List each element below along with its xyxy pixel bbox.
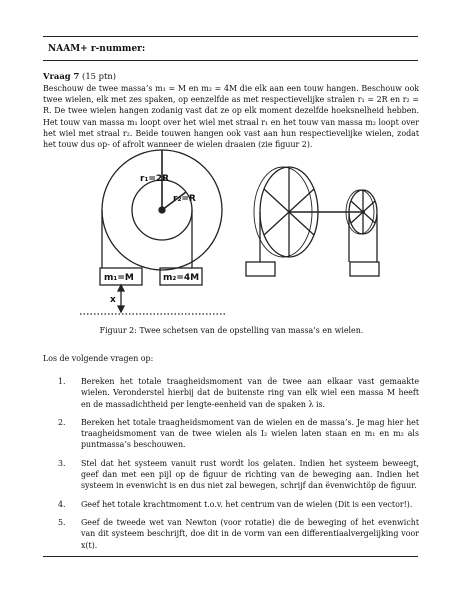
question-text: Geef de tweede wet van Newton (voor rotatie) die de beweging of het evenwicht van dit systeem beschrijft, doe dit in de vorm van een differentiaalvergelijking voor x(t).	[81, 517, 419, 550]
question-number: 1.	[58, 377, 66, 386]
question-2	[58, 417, 419, 451]
question-1	[58, 376, 419, 410]
question-number: 2.	[58, 417, 66, 427]
right-sketch	[246, 167, 379, 276]
question-number: 3.	[58, 458, 66, 468]
question-5	[58, 517, 419, 551]
question-label: Vraag 7	[43, 71, 80, 81]
question-text: Geef het totale krachtmoment t.o.v. het centrum van de wielen (Dit is een vector!).	[81, 499, 413, 509]
question-4	[58, 499, 419, 510]
question-list	[58, 376, 419, 551]
question-number: 5.	[58, 517, 66, 527]
label-m2: m₂=4M	[163, 273, 200, 283]
header-title: NAAM+ r-nummer:	[48, 44, 146, 54]
figure-caption: Figuur 2: Twee schetsen van de opstelling van massa’s en wielen.	[99, 326, 364, 335]
question-3	[58, 458, 419, 492]
question-text: Bereken het totale traagheidsmoment van de twee aan elkaar vast gemaakte wielen. Veronderstel hierbij dat de buitenste ring van elk wiel een massa M heeft en de massadichtheid per lengte-eenheid van de spaken λ is.	[81, 377, 419, 409]
right-mass-1	[246, 262, 275, 276]
question-points: (15 ptn)	[82, 71, 117, 81]
label-x: x	[110, 295, 116, 305]
question-text: Stel dat het systeem vanuit rust wordt los gelaten. Indien het systeem beweegt, geef dan met een pijl op de figuur de richting van de beweging aan. Indien het systeem in evenwicht is en dus niet zal bewegen, schrijf dan ëvenwichtöp de figuur.	[81, 458, 419, 491]
x-arrow-head-up	[118, 285, 124, 291]
bottom-rule	[43, 556, 418, 557]
label-r1: r₁=2R	[140, 174, 170, 184]
intro-paragraph: Beschouw de twee massa’s m₁ = M en m₂ = 4M die elk aan een touw hangen. Beschouw ook twee wielen, elk met zes spaken, op eenzelfde as met respectievelijke stralen r₁ = 2R en r₂ = R. De twee wielen hangen zodanig vast dat ze op elk moment dezelfde hoeksnelheid hebben. Het touw van massa m₁ loopt over het wiel met straal r₁ en het touw van massa m₂ loopt over het wiel met straal r₂. Beide touwen hangen ook vast aan hun respectievelijke wielen, zodat het touw dus op- of afrolt wanneer de wielen draaien (zie figuur 2).	[43, 84, 419, 150]
question-text: Bereken het totale traagheidsmoment van de wielen en de massa’s. Je mag hier het traagheidsmoment van de twee wielen als I₂ wielen laten staan en m₁ en m₂ als puntmassa’s beschouwen.	[81, 417, 419, 450]
list-intro: Los de volgende vragen op:	[43, 354, 154, 363]
right-mass-2	[350, 262, 379, 276]
question-number: 4.	[58, 499, 66, 509]
label-r2: r₂=R	[173, 194, 196, 204]
label-m1: m₁=M	[104, 273, 134, 283]
x-arrow-head-down	[118, 306, 124, 312]
